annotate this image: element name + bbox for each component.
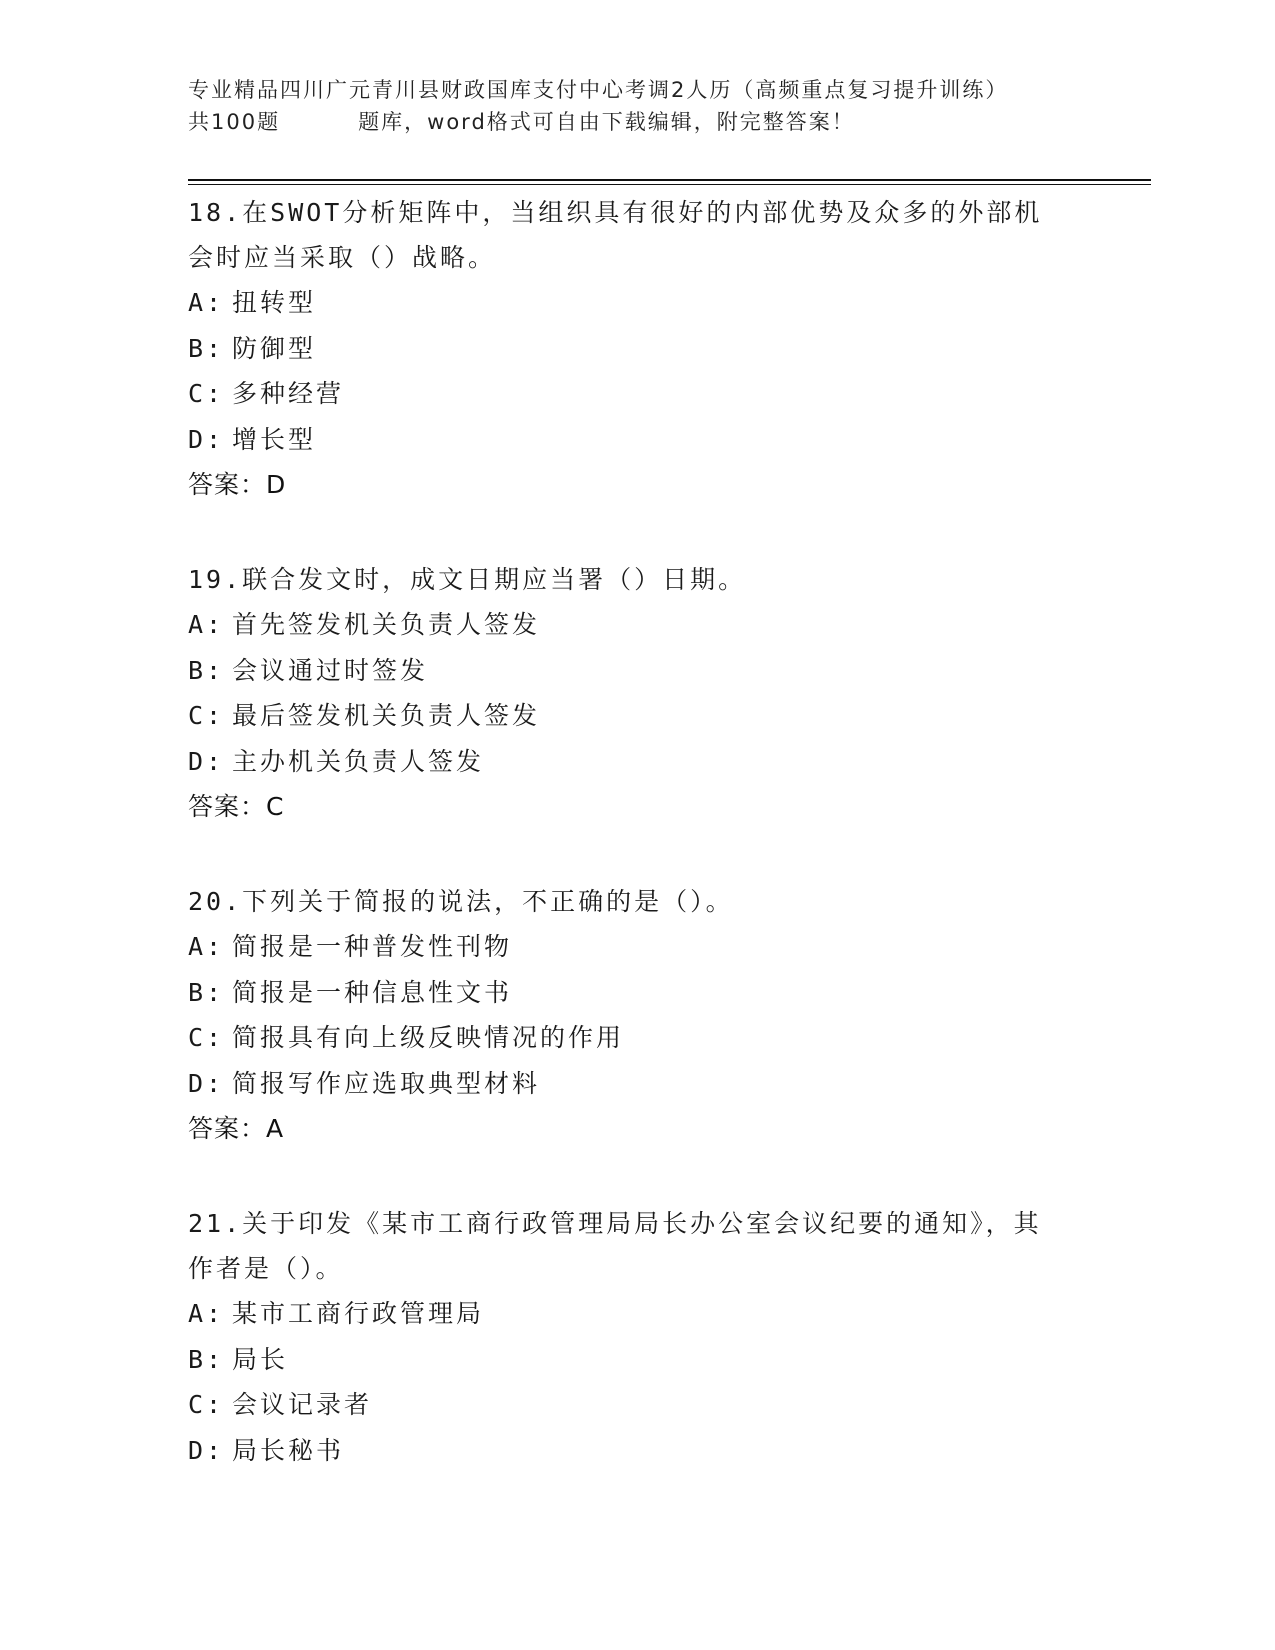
question-18 xyxy=(188,190,1088,507)
option-letter: C: xyxy=(188,701,225,730)
option-text: 简报是一种信息性文书 xyxy=(232,977,513,1007)
option-letter: B: xyxy=(188,655,225,685)
option-letter: C: xyxy=(188,379,225,408)
option-text: 增长型 xyxy=(232,424,317,454)
document-header xyxy=(188,74,1088,138)
option-c xyxy=(188,1382,1088,1428)
option-text: 会议通过时签发 xyxy=(232,655,429,685)
option-text: 首先签发机关负责人签发 xyxy=(232,610,541,639)
option-text: 主办机关负责人签发 xyxy=(232,746,485,776)
question-20 xyxy=(188,879,1088,1151)
option-d xyxy=(188,739,1088,785)
option-letter: D: xyxy=(188,1435,225,1465)
question-21 xyxy=(188,1201,1088,1473)
question-stem-line: 作者是（）。 xyxy=(188,1254,344,1283)
option-a xyxy=(188,280,1088,326)
option-letter: B: xyxy=(188,333,225,363)
option-c xyxy=(188,693,1088,739)
option-text: 防御型 xyxy=(232,333,317,363)
option-letter: A: xyxy=(188,288,225,317)
option-d xyxy=(188,1061,1088,1107)
question-stem-line: 18.在SWOT分析矩阵中，当组织具有很好的内部优势及众多的外部机 xyxy=(188,198,1043,227)
option-text: 最后签发机关负责人签发 xyxy=(232,701,541,730)
option-b xyxy=(188,326,1088,372)
option-letter: D: xyxy=(188,424,225,454)
option-c xyxy=(188,1015,1088,1061)
header-divider-thick xyxy=(188,179,1151,181)
option-text: 局长 xyxy=(232,1344,289,1374)
option-letter: D: xyxy=(188,746,225,776)
option-b xyxy=(188,648,1088,694)
option-text: 会议记录者 xyxy=(232,1390,373,1419)
question-19 xyxy=(188,557,1088,829)
option-text: 局长秘书 xyxy=(232,1435,345,1465)
option-letter: C: xyxy=(188,1390,225,1419)
option-a xyxy=(188,1291,1088,1337)
option-letter: C: xyxy=(188,1023,225,1052)
answer-line: 答案：D xyxy=(188,470,287,499)
question-stem-line: 19.联合发文时，成文日期应当署（）日期。 xyxy=(188,565,747,594)
option-b xyxy=(188,1337,1088,1383)
option-d xyxy=(188,1428,1088,1474)
option-text: 简报写作应选取典型材料 xyxy=(232,1068,541,1098)
option-letter: B: xyxy=(188,977,225,1007)
option-text: 简报是一种普发性刊物 xyxy=(232,932,513,961)
option-text: 某市工商行政管理局 xyxy=(232,1299,485,1328)
option-letter: A: xyxy=(188,932,225,961)
question-list xyxy=(188,190,1088,1523)
header-title-line: 专业精品四川广元青川县财政国库支付中心考调2人历（高频重点复习提升训练） xyxy=(188,78,1009,102)
answer-line: 答案：A xyxy=(188,1114,285,1143)
option-a xyxy=(188,602,1088,648)
header-divider-thin xyxy=(188,184,1151,185)
option-letter: A: xyxy=(188,610,225,639)
option-d xyxy=(188,417,1088,463)
question-stem-line: 21.关于印发《某市工商行政管理局局长办公室会议纪要的通知》，其 xyxy=(188,1209,1042,1238)
option-b xyxy=(188,970,1088,1016)
option-text: 扭转型 xyxy=(232,288,317,317)
option-letter: B: xyxy=(188,1344,225,1374)
option-a xyxy=(188,924,1088,970)
option-text: 简报具有向上级反映情况的作用 xyxy=(232,1023,625,1052)
question-stem-line: 会时应当采取（）战略。 xyxy=(188,243,497,272)
option-text: 多种经营 xyxy=(232,379,345,408)
header-subtitle-line: 共100题 题库，word格式可自由下载编辑，附完整答案！ xyxy=(188,110,855,134)
option-letter: A: xyxy=(188,1299,225,1328)
option-letter: D: xyxy=(188,1068,225,1098)
question-stem-line: 20.下列关于简报的说法，不正确的是（）。 xyxy=(188,887,734,916)
answer-line: 答案：C xyxy=(188,792,285,821)
option-c xyxy=(188,371,1088,417)
